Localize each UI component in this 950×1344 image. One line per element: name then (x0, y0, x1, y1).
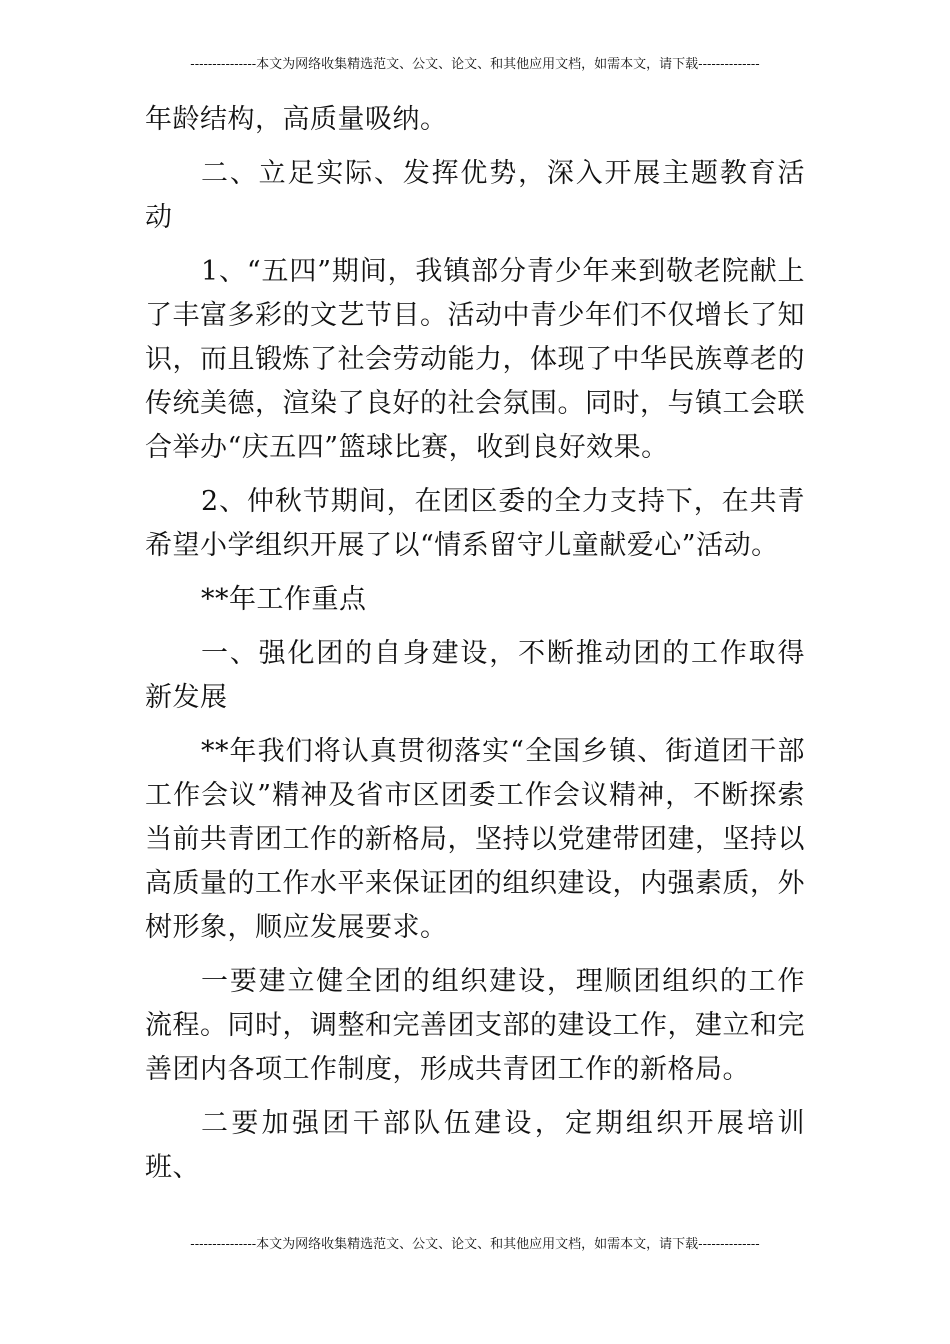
page-header: ---------------本文为网络收集精选范文、公文、论文、和其他应用文档，如需本文，请下载-------------- (190, 57, 760, 72)
paragraph-item-2: 2、仲秋节期间，在团区委的全力支持下，在共青希望小学组织开展了以“情系留守儿童献爱心”活动。 (145, 486, 805, 561)
paragraph-item-1: 1、“五四”期间，我镇部分青少年来到敬老院献上了丰富多彩的文艺节目。活动中青少年们不仅增长了知识，而且锻炼了社会劳动能力，体现了中华民族尊老的传统美德，渲染了良好的社会氛围。同时，与镇工会联合举办“庆五四”篮球比赛，收到良好效果。 (145, 256, 805, 463)
section-heading-2: 二、立足实际、发挥优势，深入开展主题教育活动 (145, 158, 805, 233)
work-focus-heading: **年工作重点 (201, 584, 367, 615)
paragraph-point-2: 二要加强团干部队伍建设，定期组织开展培训班、 (145, 1108, 805, 1183)
document-body (145, 88, 805, 1190)
paragraph-continuation: 年龄结构，高质量吸纳。 (145, 104, 448, 135)
section-heading-1: 一、强化团的自身建设，不断推动团的工作取得新发展 (145, 638, 805, 713)
paragraph-plan: **年我们将认真贯彻落实“全国乡镇、街道团干部工作会议”精神及省市区团委工作会议精神，不断探索当前共青团工作的新格局，坚持以党建带团建，坚持以高质量的工作水平来保证团的组织建设，内强素质，外树形象，顺应发展要求。 (145, 736, 805, 943)
page-footer: ---------------本文为网络收集精选范文、公文、论文、和其他应用文档，如需本文，请下载-------------- (190, 1237, 760, 1252)
paragraph-point-1: 一要建立健全团的组织建设，理顺团组织的工作流程。同时，调整和完善团支部的建设工作，建立和完善团内各项工作制度，形成共青团工作的新格局。 (145, 966, 805, 1085)
